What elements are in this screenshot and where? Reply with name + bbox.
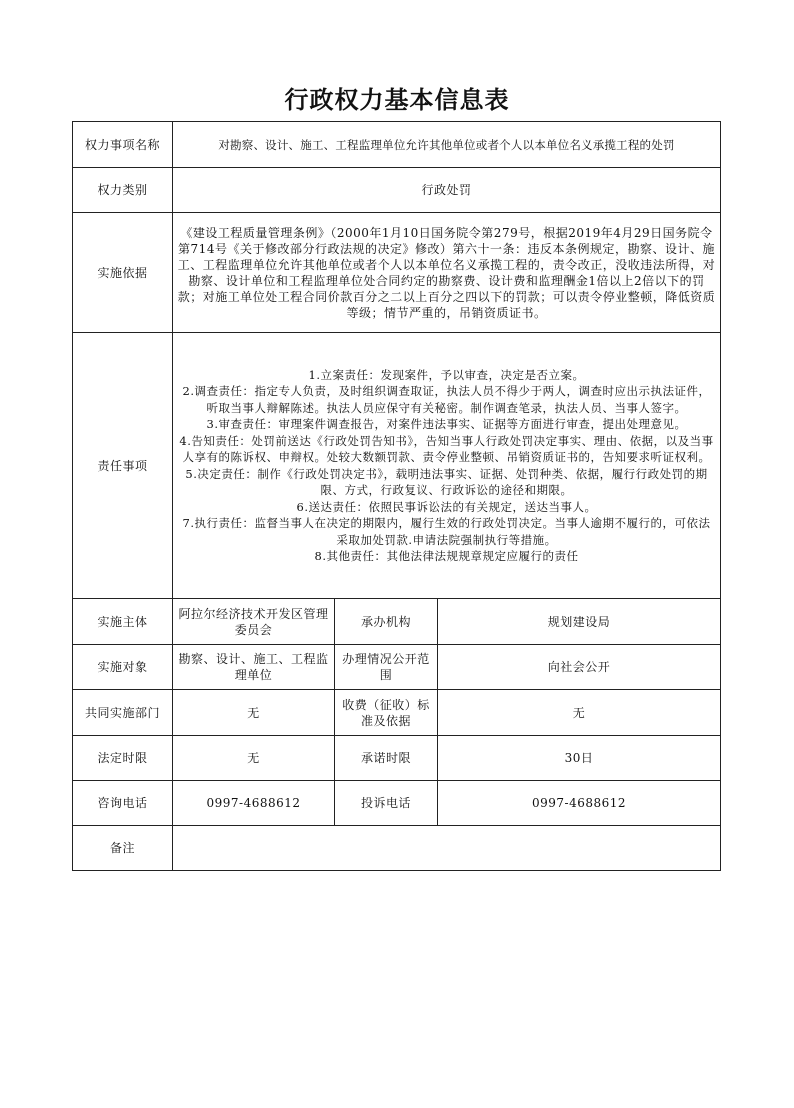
page-title: 行政权力基本信息表 [284, 85, 510, 114]
row-target [73, 645, 721, 690]
value-responsibility [173, 333, 721, 599]
value-complaint-phone: 0997-4688612 [438, 781, 721, 826]
row-category [73, 168, 721, 213]
label-fee: 收费（征收）标准及依据 [335, 690, 438, 736]
row-basis [73, 213, 721, 333]
value-category: 行政处罚 [173, 168, 721, 213]
value-disclosure: 向社会公开 [438, 645, 721, 690]
row-subject [73, 599, 721, 645]
value-name: 对勘察、设计、施工、工程监理单位允许其他单位或者个人以本单位名义承揽工程的处罚 [173, 122, 721, 168]
label-disclosure: 办理情况公开范围 [335, 645, 438, 690]
label-target: 实施对象 [73, 645, 173, 690]
label-joint: 共同实施部门 [73, 690, 173, 736]
label-consult-phone: 咨询电话 [73, 781, 173, 826]
responsibility-item: 7.执行责任：监督当事人在决定的期限内，履行生效的行政处罚决定。当事人逾期不履行的，可依法采取加处罚款.申请法院强制执行等措施。 [182, 516, 711, 547]
responsibility-item: 1.立案责任：发现案件，予以审查，决定是否立案。 [308, 367, 585, 382]
responsibility-item: 2.调查责任：指定专人负责，及时组织调查取证，执法人员不得少于两人，调查时应出示执法证件，听取当事人辩解陈述。执法人员应保守有关秘密。制作调查笔录，执法人员、当事人签字。 [182, 384, 711, 415]
value-target: 勘察、设计、施工、工程监理单位 [173, 645, 335, 690]
value-agency: 规划建设局 [438, 599, 721, 645]
label-complaint-phone: 投诉电话 [335, 781, 438, 826]
row-phone [73, 781, 721, 826]
label-responsibility: 责任事项 [73, 333, 173, 599]
responsibility-item: 4.告知责任：处罚前送达《行政处罚告知书》，告知当事人行政处罚决定事实、理由、依据，以及当事人享有的陈诉权、申辩权。处较大数额罚款、责令停业整顿、吊销资质证书的，告知要求听证权利。 [179, 433, 714, 464]
label-basis: 实施依据 [73, 213, 173, 333]
label-category: 权力类别 [73, 168, 173, 213]
label-deadline: 法定时限 [73, 736, 173, 781]
responsibility-item: 8.其他责任：其他法律法规规章规定应履行的责任 [314, 549, 579, 563]
value-basis: 《建设工程质量管理条例》（2000年1月10日国务院令第279号，根据2019年4月29日国务院令第714号《关于修改部分行政法规的决定》修改）第六十一条：违反本条例规定，勘察、设计、施工、工程监理单位允许其他单位或者个人以本单位名义承揽工程的，责令改正，没收违法所得，对勘察、设计单位和工程监理单位处合同约定的勘察费、设计费和监理酬金1倍以上2倍以下的罚款；对施工单位处工程合同价款百分之二以上百分之四以下的罚款；可以责令停业整顿，降低资质等级；情节严重的，吊销资质证书。 [173, 213, 721, 333]
value-subject: 阿拉尔经济技术开发区管理委员会 [173, 599, 335, 645]
value-promise: 30日 [438, 736, 721, 781]
value-joint: 无 [173, 690, 335, 736]
responsibility-item: 3.审查责任：审理案件调查报告，对案件违法事实、证据等方面进行审查，提出处理意见。 [206, 417, 687, 431]
row-joint [73, 690, 721, 736]
responsibility-item: 6.送达责任：依照民事诉讼法的有关规定，送达当事人。 [296, 499, 597, 514]
value-fee: 无 [438, 690, 721, 736]
label-remark: 备注 [73, 826, 173, 871]
value-consult-phone: 0997-4688612 [173, 781, 335, 826]
row-name [73, 122, 721, 168]
row-responsibility [73, 333, 721, 599]
info-table [72, 121, 721, 871]
value-remark [173, 826, 721, 871]
label-promise: 承诺时限 [335, 736, 438, 781]
value-deadline: 无 [173, 736, 335, 781]
row-remark [73, 826, 721, 871]
row-deadline [73, 736, 721, 781]
responsibility-item: 5.决定责任：制作《行政处罚决定书》，载明违法事实、证据、处罚种类、依据，履行行政处罚的期限、方式，行政复议、行政诉讼的途径和期限。 [185, 466, 708, 497]
label-subject: 实施主体 [73, 599, 173, 645]
label-name: 权力事项名称 [73, 122, 173, 168]
label-agency: 承办机构 [335, 599, 438, 645]
